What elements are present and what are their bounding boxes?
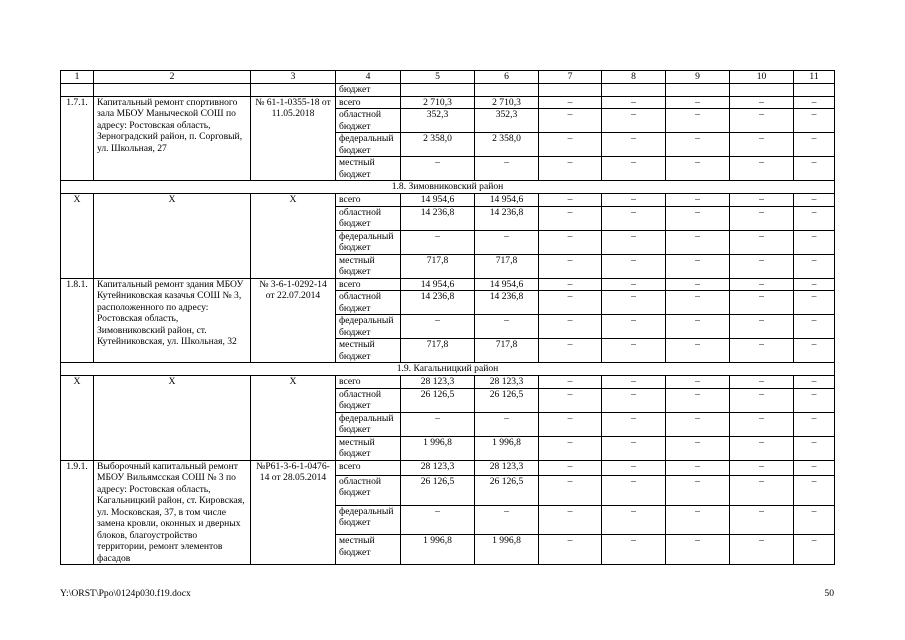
value-col-9: – — [666, 339, 730, 363]
value-col-10: – — [730, 109, 794, 133]
value-col-7: – — [539, 194, 602, 207]
header-cell-10: 10 — [730, 71, 794, 84]
value-col-5: – — [401, 412, 475, 436]
value-col-6: 26 126,5 — [475, 388, 539, 412]
value-col-8: – — [602, 157, 666, 181]
funding-source: федеральный бюджет — [336, 505, 401, 535]
value-col-8: – — [602, 460, 666, 475]
value-col-8: – — [602, 412, 666, 436]
value-col-11: – — [794, 460, 835, 475]
value-col-5: 717,8 — [401, 339, 475, 363]
funding-source: областной бюджет — [336, 109, 401, 133]
value-col-9: – — [666, 133, 730, 157]
item-number: Х — [61, 376, 94, 461]
item-description: Х — [94, 376, 251, 461]
value-col-10: – — [730, 535, 794, 565]
value-col-11: – — [794, 388, 835, 412]
value-col-11: – — [794, 339, 835, 363]
funding-source: местный бюджет — [336, 436, 401, 460]
value-col-5: 2 710,3 — [401, 96, 475, 109]
value-col-11: – — [794, 133, 835, 157]
value-col-5: 26 126,5 — [401, 475, 475, 505]
value-col-11: – — [794, 157, 835, 181]
value-col-11: – — [794, 376, 835, 389]
funding-source: областной бюджет — [336, 291, 401, 315]
value-col-10: – — [730, 157, 794, 181]
value-col-9: – — [666, 535, 730, 565]
value-col-11: – — [794, 436, 835, 460]
value-col-10: – — [730, 412, 794, 436]
value-col-6: 352,3 — [475, 109, 539, 133]
item-description: Выборочный капитальный ремонт МБОУ Вильямсская СОШ № 3 по адресу: Ростовская область, Кагальницкий район, ст. Кировская, ул. Московская, 37, в том числе замена кровли, оконных и дверных блоков, благоустройство территории, ремонт элементов фасадов — [94, 460, 251, 565]
value-col-11: – — [794, 315, 835, 339]
value-col-7: – — [539, 157, 602, 181]
value-col-5: 1 996,8 — [401, 436, 475, 460]
funding-source: областной бюджет — [336, 475, 401, 505]
value-col-10: – — [730, 376, 794, 389]
value-col-11: – — [794, 475, 835, 505]
table-row — [61, 96, 835, 109]
value-col-7: – — [539, 505, 602, 535]
value-col-6: 14 954,6 — [475, 278, 539, 291]
value-col-8: – — [602, 291, 666, 315]
header-cell-7: 7 — [539, 71, 602, 84]
value-col-5: 1 996,8 — [401, 535, 475, 565]
value-col-6: 28 123,3 — [475, 460, 539, 475]
section-title-zimovnikovsky: 1.8. Зимовниковский район — [61, 181, 835, 194]
value-col-10: – — [730, 291, 794, 315]
empty-cell — [539, 84, 602, 97]
empty-cell — [602, 84, 666, 97]
value-col-10: – — [730, 475, 794, 505]
value-col-7: – — [539, 278, 602, 291]
value-col-5: 2 358,0 — [401, 133, 475, 157]
value-col-11: – — [794, 291, 835, 315]
value-col-9: – — [666, 460, 730, 475]
footer-page-number: 50 — [824, 588, 834, 599]
empty-cell — [666, 84, 730, 97]
value-col-10: – — [730, 278, 794, 291]
value-col-11: – — [794, 96, 835, 109]
table-row — [61, 278, 835, 291]
value-col-6: – — [475, 157, 539, 181]
continuation-text: бюджет — [336, 84, 401, 97]
funding-source: всего — [336, 278, 401, 291]
header-cell-2: 2 — [94, 71, 251, 84]
value-col-7: – — [539, 206, 602, 230]
funding-source: местный бюджет — [336, 254, 401, 278]
empty-cell — [401, 84, 475, 97]
value-col-6: 2 358,0 — [475, 133, 539, 157]
value-col-8: – — [602, 96, 666, 109]
value-col-7: – — [539, 315, 602, 339]
value-col-9: – — [666, 96, 730, 109]
empty-cell — [61, 84, 94, 97]
value-col-5: 28 123,3 — [401, 376, 475, 389]
header-cell-8: 8 — [602, 71, 666, 84]
value-col-10: – — [730, 388, 794, 412]
funding-source: федеральный бюджет — [336, 230, 401, 254]
value-col-10: – — [730, 315, 794, 339]
item-description: Капитальный ремонт здания МБОУ Кутейниковская казачья СОШ № 3, расположенного по адресу: Ростовская область, Зимовниковский район, ст. Кутейниковская, ул. Школьная, 32 — [94, 278, 251, 363]
value-col-10: – — [730, 96, 794, 109]
item-document: № 3-6-1-0292-14 от 22.07.2014 — [251, 278, 336, 363]
value-col-7: – — [539, 535, 602, 565]
value-col-9: – — [666, 475, 730, 505]
item-number: 1.7.1. — [61, 96, 94, 181]
section-row — [61, 181, 835, 194]
value-col-9: – — [666, 376, 730, 389]
item-document: № 61-1-0355-18 от 11.05.2018 — [251, 96, 336, 181]
funding-source: областной бюджет — [336, 388, 401, 412]
item-number: Х — [61, 194, 94, 279]
value-col-10: – — [730, 436, 794, 460]
funding-source: областной бюджет — [336, 206, 401, 230]
value-col-5: 28 123,3 — [401, 460, 475, 475]
value-col-6: 14 236,8 — [475, 206, 539, 230]
value-col-8: – — [602, 376, 666, 389]
value-col-7: – — [539, 436, 602, 460]
value-col-9: – — [666, 254, 730, 278]
funding-source: федеральный бюджет — [336, 315, 401, 339]
value-col-6: 1 996,8 — [475, 535, 539, 565]
table-row — [61, 460, 835, 475]
value-col-10: – — [730, 339, 794, 363]
empty-cell — [794, 84, 835, 97]
value-col-8: – — [602, 254, 666, 278]
value-col-9: – — [666, 315, 730, 339]
value-col-11: – — [794, 254, 835, 278]
header-cell-4: 4 — [336, 71, 401, 84]
empty-cell — [94, 84, 251, 97]
value-col-5: – — [401, 315, 475, 339]
header-cell-9: 9 — [666, 71, 730, 84]
funding-source: всего — [336, 376, 401, 389]
header-cell-5: 5 — [401, 71, 475, 84]
value-col-5: 352,3 — [401, 109, 475, 133]
value-col-8: – — [602, 230, 666, 254]
value-col-11: – — [794, 194, 835, 207]
value-col-6: 1 996,8 — [475, 436, 539, 460]
value-col-5: 717,8 — [401, 254, 475, 278]
value-col-9: – — [666, 109, 730, 133]
value-col-7: – — [539, 96, 602, 109]
budget-table — [60, 70, 835, 565]
table-row — [61, 376, 835, 389]
value-col-8: – — [602, 278, 666, 291]
value-col-11: – — [794, 230, 835, 254]
item-number: 1.9.1. — [61, 460, 94, 565]
item-description: Х — [94, 194, 251, 279]
item-document: Х — [251, 194, 336, 279]
value-col-9: – — [666, 278, 730, 291]
value-col-7: – — [539, 291, 602, 315]
value-col-5: 14 954,6 — [401, 194, 475, 207]
value-col-7: – — [539, 475, 602, 505]
value-col-9: – — [666, 206, 730, 230]
funding-source: всего — [336, 460, 401, 475]
section-title-kagalnitsky: 1.9. Кагальницкий район — [61, 363, 835, 376]
value-col-5: 14 954,6 — [401, 278, 475, 291]
header-cell-1: 1 — [61, 71, 94, 84]
value-col-8: – — [602, 436, 666, 460]
empty-cell — [251, 84, 336, 97]
value-col-6: 14 236,8 — [475, 291, 539, 315]
value-col-9: – — [666, 412, 730, 436]
value-col-9: – — [666, 388, 730, 412]
header-cell-11: 11 — [794, 71, 835, 84]
value-col-10: – — [730, 505, 794, 535]
value-col-6: 717,8 — [475, 339, 539, 363]
item-document: №Р61-3-6-1-0476-14 от 28.05.2014 — [251, 460, 336, 565]
value-col-6: 28 123,3 — [475, 376, 539, 389]
value-col-9: – — [666, 194, 730, 207]
table-row — [61, 194, 835, 207]
value-col-5: – — [401, 157, 475, 181]
value-col-9: – — [666, 230, 730, 254]
value-col-6: – — [475, 505, 539, 535]
item-number: 1.8.1. — [61, 278, 94, 363]
continuation-row — [61, 84, 835, 97]
value-col-8: – — [602, 315, 666, 339]
value-col-8: – — [602, 133, 666, 157]
value-col-5: 14 236,8 — [401, 206, 475, 230]
value-col-10: – — [730, 206, 794, 230]
value-col-7: – — [539, 388, 602, 412]
value-col-11: – — [794, 412, 835, 436]
value-col-8: – — [602, 535, 666, 565]
header-cell-3: 3 — [251, 71, 336, 84]
value-col-7: – — [539, 133, 602, 157]
funding-source: всего — [336, 96, 401, 109]
value-col-11: – — [794, 535, 835, 565]
value-col-5: – — [401, 230, 475, 254]
empty-cell — [730, 84, 794, 97]
item-document: Х — [251, 376, 336, 461]
value-col-7: – — [539, 460, 602, 475]
value-col-5: – — [401, 505, 475, 535]
value-col-5: 26 126,5 — [401, 388, 475, 412]
value-col-5: 14 236,8 — [401, 291, 475, 315]
value-col-11: – — [794, 206, 835, 230]
value-col-6: 717,8 — [475, 254, 539, 278]
value-col-8: – — [602, 206, 666, 230]
value-col-6: 14 954,6 — [475, 194, 539, 207]
value-col-10: – — [730, 133, 794, 157]
value-col-6: 26 126,5 — [475, 475, 539, 505]
value-col-7: – — [539, 109, 602, 133]
value-col-6: – — [475, 230, 539, 254]
value-col-11: – — [794, 505, 835, 535]
empty-cell — [475, 84, 539, 97]
value-col-7: – — [539, 254, 602, 278]
value-col-10: – — [730, 194, 794, 207]
header-cell-6: 6 — [475, 71, 539, 84]
item-description: Капитальный ремонт спортивного зала МБОУ Маныческой СОШ по адресу: Ростовская область, Зерноградский район, п. Сорговый, ул. Школьная, 27 — [94, 96, 251, 181]
value-col-7: – — [539, 230, 602, 254]
value-col-6: – — [475, 412, 539, 436]
funding-source: местный бюджет — [336, 157, 401, 181]
value-col-10: – — [730, 254, 794, 278]
value-col-11: – — [794, 109, 835, 133]
table-header-row — [61, 71, 835, 84]
value-col-9: – — [666, 157, 730, 181]
value-col-8: – — [602, 388, 666, 412]
value-col-7: – — [539, 376, 602, 389]
funding-source: федеральный бюджет — [336, 412, 401, 436]
value-col-10: – — [730, 230, 794, 254]
value-col-6: – — [475, 315, 539, 339]
value-col-8: – — [602, 194, 666, 207]
value-col-8: – — [602, 109, 666, 133]
funding-source: местный бюджет — [336, 535, 401, 565]
value-col-9: – — [666, 436, 730, 460]
funding-source: местный бюджет — [336, 339, 401, 363]
value-col-8: – — [602, 475, 666, 505]
footer-file-path: Y:\ORST\Ppo\0124p030.f19.docx — [60, 588, 191, 599]
value-col-7: – — [539, 412, 602, 436]
value-col-9: – — [666, 291, 730, 315]
funding-source: всего — [336, 194, 401, 207]
value-col-10: – — [730, 460, 794, 475]
value-col-11: – — [794, 278, 835, 291]
value-col-8: – — [602, 505, 666, 535]
value-col-9: – — [666, 505, 730, 535]
value-col-7: – — [539, 339, 602, 363]
funding-source: федеральный бюджет — [336, 133, 401, 157]
section-row — [61, 363, 835, 376]
value-col-8: – — [602, 339, 666, 363]
value-col-6: 2 710,3 — [475, 96, 539, 109]
